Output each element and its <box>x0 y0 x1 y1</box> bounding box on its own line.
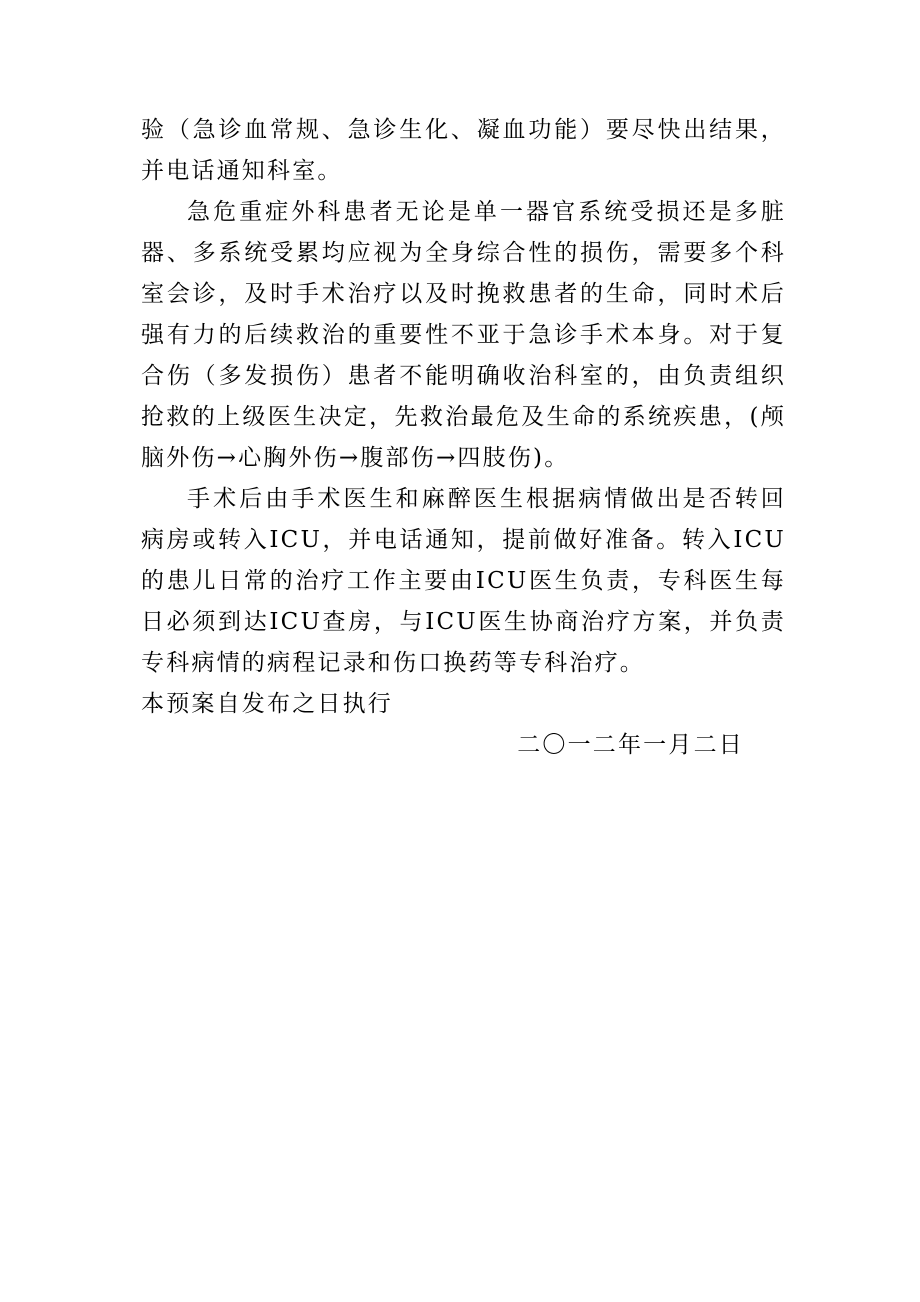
paragraph-trauma-management: 急危重症外科患者无论是单一器官系统受损还是多脏器、多系统受累均应视为全身综合性的损伤，需要多个科室会诊，及时手术治疗以及时挽救患者的生命，同时术后强有力的后续救治的重要性不亚于急诊手术本身。对于复合伤（多发损伤）患者不能明确收治科室的，由负责组织抢救的上级医生决定，先救治最危及生命的系统疾患，(颅脑外伤→心胸外伤→腹部伤→四肢伤)。 <box>141 199 786 471</box>
document-body <box>141 110 786 766</box>
paragraph-continuation: 验（急诊血常规、急诊生化、凝血功能）要尽快出结果，并电话通知科室。 <box>141 117 786 184</box>
effective-statement: 本预案自发布之日执行 <box>141 691 393 717</box>
document-date: 二〇一二年一月二日 <box>517 732 744 758</box>
paragraph-postoperative-icu: 手术后由手术医生和麻醉医生根据病情做出是否转回病房或转入ICU，并电话通知，提前做好准备。转入ICU的患儿日常的治疗工作主要由ICU医生负责，专科医生每日必须到达ICU查房，与ICU医生协商治疗方案，并负责专科病情的病程记录和伤口换药等专科治疗。 <box>141 486 786 676</box>
